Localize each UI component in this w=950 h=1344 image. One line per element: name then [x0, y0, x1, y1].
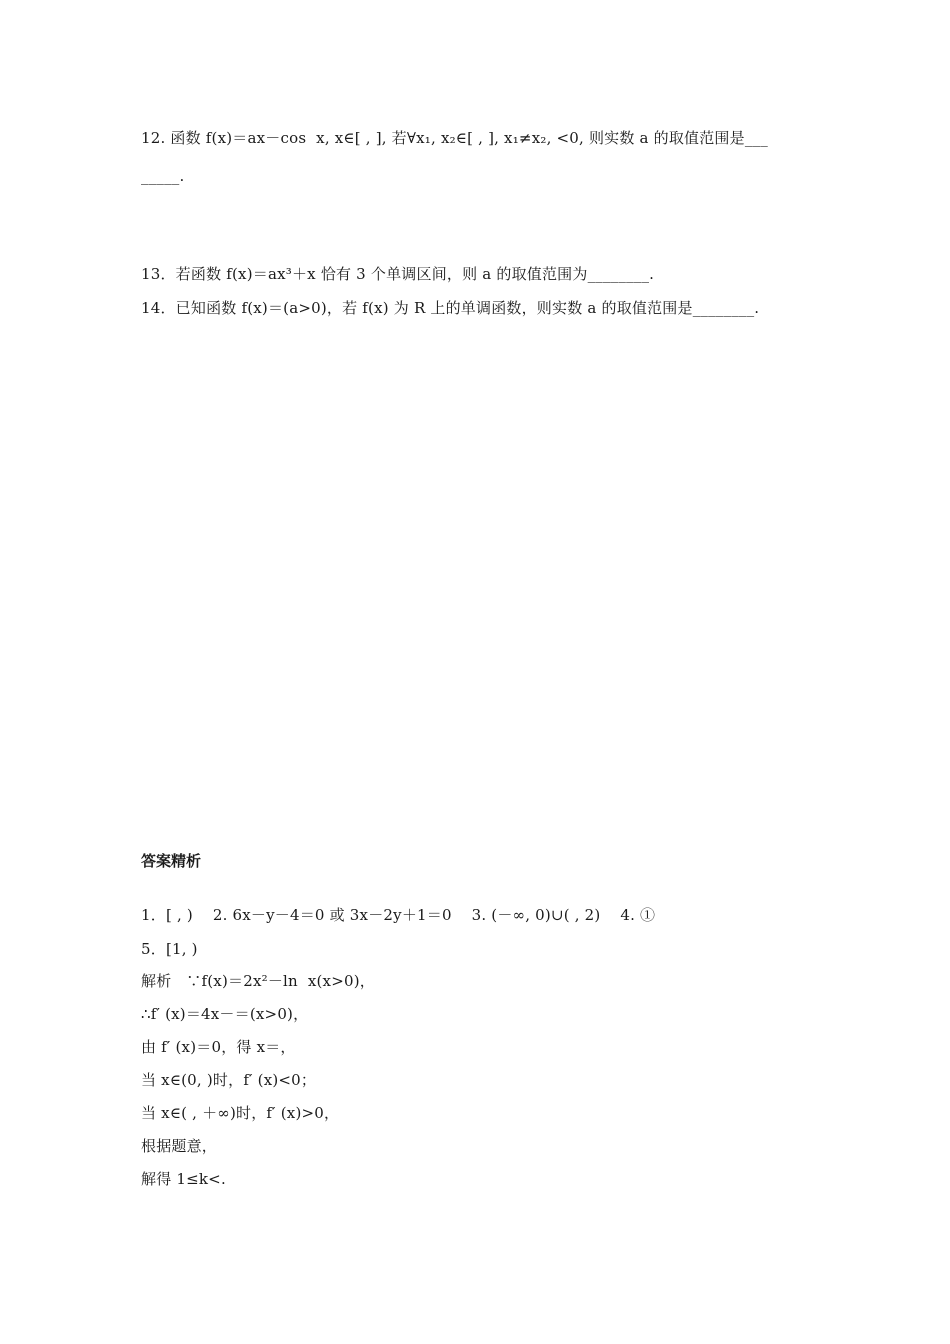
answer-line: 当 x∈(0, )时，f′ (x)<0； [141, 1071, 317, 1089]
answer-line: 由 f′ (x)＝0，得 x＝， [141, 1038, 296, 1056]
question-12-line-1: 12. 函数 f(x)＝ax－cos x, x∈[ , ], 若∀x₁, x₂∈[ , ], x₁≠x₂, <0, 则实数 a 的取值范围是___ [141, 129, 768, 147]
answers-heading: 答案精析 [141, 852, 202, 870]
question-14: 14．已知函数 f(x)＝(a>0)，若 f(x) 为 R 上的单调函数，则实数 a 的取值范围是________. [141, 299, 760, 317]
answer-line: 5．[1, ) [141, 940, 198, 958]
answer-line: 当 x∈( , ＋∞)时，f′ (x)>0， [141, 1104, 340, 1122]
question-13: 13．若函数 f(x)＝ax³＋x 恰有 3 个单调区间，则 a 的取值范围为________. [141, 265, 655, 283]
answer-line: 根据题意， [141, 1137, 218, 1155]
question-12-line-2: _____. [141, 167, 185, 185]
answer-line: 解析 ∵f(x)＝2x²－ln x(x>0)， [141, 972, 375, 990]
answer-line: 1．[ , ) 2. 6x－y－4＝0 或 3x－2y＋1＝0 3. (－∞, 0)∪( , 2) 4. ① [141, 906, 656, 924]
answer-line: 解得 1≤k<. [141, 1170, 226, 1188]
answer-line: ∴f′ (x)＝4x－＝(x>0)， [141, 1005, 309, 1023]
